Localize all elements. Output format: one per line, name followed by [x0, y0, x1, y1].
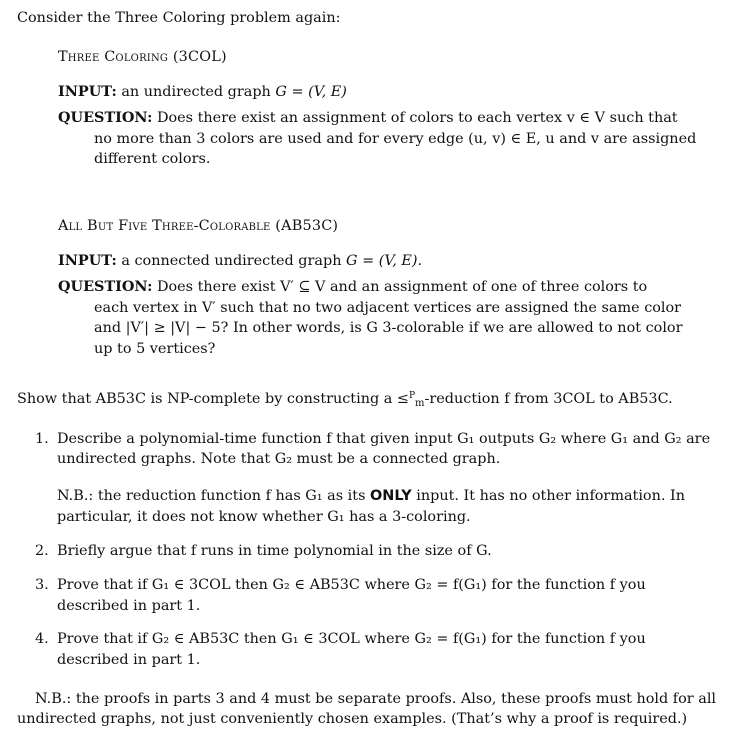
- task-post: -reduction f from 3COL to AB53C.: [424, 391, 673, 407]
- item-2-number: 2.: [35, 543, 49, 559]
- problem1-input-math: G = (V, E): [275, 84, 347, 100]
- item-1-number: 1.: [35, 431, 49, 447]
- problem2-question-line3: and |V′| ≥ |V| − 5? In other words, is G 3-colorable if we are allowed to not color: [94, 320, 683, 336]
- footer-line1: N.B.: the proofs in parts 3 and 4 must be separate proofs. Also, these proofs must hold for all: [35, 691, 717, 707]
- item-1-nb-pre: N.B.: the reduction function f has G₁ as its: [57, 488, 366, 504]
- item-3-line1: [35, 575, 646, 596]
- item-4-line2: described in part 1.: [57, 652, 201, 668]
- item-3-line2: described in part 1.: [57, 598, 201, 614]
- problem2-input: [58, 251, 422, 272]
- problem1-question-line3: different colors.: [94, 151, 211, 167]
- item-1-line1: [35, 429, 710, 450]
- problem1-question-label: QUESTION:: [58, 109, 153, 126]
- item-4-number: 4.: [35, 631, 49, 647]
- item-1-line2: undirected graphs. Note that G₂ must be a connected graph.: [57, 451, 501, 467]
- item-3-text1: Prove that if G₁ ∈ 3COL then G₂ ∈ AB53C where G₂ = f(G₁) for the function f you: [57, 577, 646, 593]
- problem2-title: All But Five Three-Colorable (AB53C): [58, 218, 339, 234]
- problem2-question-text1: Does there exist V′ ⊆ V and an assignment of one of three colors to: [156, 279, 648, 295]
- problem2-input-label: INPUT:: [58, 252, 117, 269]
- problem2-input-text: a connected undirected graph: [121, 253, 342, 269]
- problem2-input-math: G = (V, E).: [346, 253, 423, 269]
- problem1-question-text1: Does there exist an assignment of colors to each vertex v ∈ V such that: [156, 110, 678, 126]
- item-4-line1: [35, 629, 646, 650]
- reduction-symbol: [397, 391, 425, 407]
- footer-line2: undirected graphs, not just conveniently chosen examples. (That’s why a proof is required.): [17, 711, 688, 727]
- item-1-nb-post: input. It has no other information. In: [416, 488, 685, 504]
- intro-text: Consider the Three Coloring problem again:: [17, 10, 341, 26]
- task-statement: [17, 389, 673, 410]
- item-2-line1: [35, 541, 492, 562]
- problem2-question-line1: [58, 277, 647, 298]
- item-1-text1: Describe a polynomial-time function f that given input G₁ outputs G₂ where G₁ and G₂ are: [57, 431, 711, 447]
- problem1-input-text: an undirected graph: [121, 84, 271, 100]
- problem1-question-line1: [58, 108, 678, 129]
- problem2-question-label: QUESTION:: [58, 278, 153, 295]
- problem1-input: [58, 82, 347, 103]
- problem1-input-label: INPUT:: [58, 83, 117, 100]
- reduction-sup: P: [408, 391, 416, 401]
- item-3-number: 3.: [35, 577, 49, 593]
- reduction-sub: m: [415, 398, 425, 409]
- problem2-question-line4: up to 5 vertices?: [94, 341, 216, 357]
- reduction-rel: ≤: [396, 391, 409, 407]
- item-1-nb-line2: particular, it does not know whether G₁ has a 3-coloring.: [57, 509, 471, 525]
- problem2-question-line2: each vertex in V′ such that no two adjacent vertices are assigned the same color: [94, 300, 682, 316]
- item-2-text1: Briefly argue that f runs in time polynomial in the size of G.: [57, 543, 492, 559]
- problem1-title: Three Coloring (3COL): [58, 49, 227, 65]
- item-4-text1: Prove that if G₂ ∈ AB53C then G₁ ∈ 3COL where G₂ = f(G₁) for the function f you: [57, 631, 646, 647]
- problem1-question-line2: no more than 3 colors are used and for every edge (u, v) ∈ E, u and v are assigned: [94, 131, 697, 147]
- task-pre: Show that AB53C is NP-complete by constructing a: [17, 391, 393, 407]
- item-1-nb-bold: ONLY: [370, 488, 412, 504]
- item-1-nb-line1: [57, 486, 685, 507]
